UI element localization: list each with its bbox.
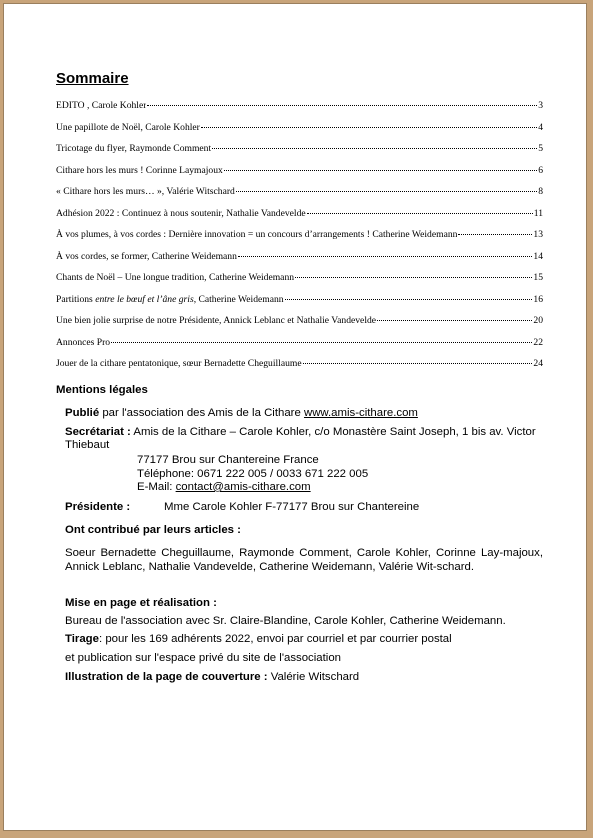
tirage-text: : pour les 169 adhérents 2022, envoi par courriel et par courrier postal: [98, 633, 452, 645]
table-of-contents: [56, 100, 543, 380]
toc-dot-leader: [285, 299, 533, 300]
toc-entry[interactable]: [56, 272, 543, 294]
toc-entry[interactable]: [56, 315, 543, 337]
presidente-label: Présidente :: [65, 501, 131, 513]
toc-dot-leader: [111, 342, 532, 343]
toc-entry-title: À vos plumes, à vos cordes : Dernière innovation = un concours d’arrangements ! Catherine Weidemann: [56, 229, 458, 240]
toc-page-number: 6: [538, 164, 543, 176]
toc-dot-leader: [224, 170, 537, 171]
secretariat-line: [65, 426, 541, 452]
toc-dot-leader: [147, 105, 537, 106]
toc-entry-title: Une bien jolie surprise de notre Présidente, Annick Leblanc et Nathalie Vandevelde: [56, 315, 377, 326]
email-line: [137, 481, 368, 495]
toc-entry-title: Une papillote de Noël, Carole Kohler: [56, 121, 200, 133]
mise-text: Bureau de l'association avec Sr. Claire-Blandine, Carole Kohler, Catherine Weidemann.: [65, 615, 506, 627]
toc-dot-leader: [295, 277, 532, 278]
mentions-heading: Mentions légales: [56, 384, 148, 396]
toc-entry-title: Annonces Pro: [56, 336, 111, 348]
toc-page-number: 22: [533, 336, 543, 348]
toc-entry-title: EDITO , Carole Kohler: [56, 100, 147, 111]
email-label: E-Mail:: [137, 481, 176, 493]
toc-entry-title: Adhésion 2022 : Continuez à nous soutenir, Nathalie Vandevelde: [56, 207, 306, 219]
toc-page-number: 13: [533, 229, 543, 240]
toc-dot-leader: [201, 127, 537, 128]
toc-entry[interactable]: [56, 337, 543, 359]
contrib-heading: Ont contribué par leurs articles :: [65, 524, 241, 536]
tirage-text-2: et publication sur l'espace privé du site de l'association: [65, 652, 341, 664]
page-title: Sommaire: [56, 70, 129, 87]
toc-entry-title: À vos cordes, se former, Catherine Weidemann: [56, 250, 237, 262]
mise-heading: Mise en page et réalisation :: [65, 597, 217, 609]
toc-dot-leader: [212, 148, 537, 149]
tirage-label: Tirage: [65, 633, 99, 645]
toc-entry-title-suffix: , Catherine Weidemann: [193, 293, 284, 305]
toc-page-number: 8: [538, 186, 543, 197]
illustration-line: [65, 671, 359, 683]
secretariat-label: Secrétariat :: [65, 426, 131, 438]
publie-text: par l'association des Amis de la Cithare: [99, 407, 304, 419]
toc-page-number: 3: [538, 100, 543, 111]
toc-entry-title: « Cithare hors les murs… », Valérie Witschard: [56, 186, 235, 197]
toc-page-number: 11: [533, 207, 543, 219]
toc-page-number: 14: [533, 250, 543, 262]
contrib-text: Soeur Bernadette Cheguillaume, Raymonde Comment, Carole Kohler, Corinne Lay-majoux, Annick Leblanc, Nathalie Vandevelde, Catherine Weidemann, Valérie Wit-schard.: [65, 547, 543, 573]
toc-page-number: 24: [533, 358, 543, 369]
toc-dot-leader: [377, 320, 532, 321]
toc-entry-title: Tricotage du flyer, Raymonde Comment: [56, 143, 212, 154]
toc-dot-leader: [238, 256, 533, 257]
toc-page-number: 20: [533, 315, 543, 326]
document-page: [3, 3, 587, 831]
toc-entry[interactable]: [56, 122, 543, 144]
toc-entry[interactable]: [56, 165, 543, 187]
toc-page-number: 16: [533, 293, 543, 305]
toc-entry[interactable]: [56, 208, 543, 230]
publie-line: [65, 407, 545, 419]
presidente-text: Mme Carole Kohler F-77177 Brou sur Chantereine: [164, 501, 420, 513]
toc-entry-title-italic: entre le bœuf et l’âne gris: [95, 293, 194, 305]
toc-entry-title-prefix: Partitions: [56, 293, 96, 305]
toc-entry[interactable]: [56, 186, 543, 208]
toc-entry-title: Cithare hors les murs ! Corinne Laymajoux: [56, 164, 223, 176]
illustration-label: Illustration de la page de couverture :: [65, 671, 268, 683]
secretariat-text: Amis de la Cithare – Carole Kohler, c/o Monastère Saint Joseph, 1 bis av. Victor Thiebaut: [65, 426, 536, 451]
toc-entry-title: Jouer de la cithare pentatonique, sœur Bernadette Cheguillaume: [56, 358, 302, 369]
toc-entry[interactable]: [56, 100, 543, 122]
toc-dot-leader: [236, 191, 537, 192]
publie-label: Publié: [65, 407, 100, 419]
toc-dot-leader: [307, 213, 533, 214]
toc-entry[interactable]: [56, 229, 543, 251]
email-link[interactable]: contact@amis-cithare.com: [175, 481, 311, 493]
toc-dot-leader: [303, 363, 533, 364]
website-link[interactable]: www.amis-cithare.com: [303, 407, 418, 419]
toc-page-number: 15: [533, 272, 543, 283]
toc-page-number: 5: [538, 143, 543, 154]
illustration-text: Valérie Witschard: [267, 671, 360, 683]
toc-page-number: 4: [538, 121, 543, 133]
telephone: Téléphone: 0671 222 005 / 0033 671 222 005: [137, 467, 369, 480]
toc-entry[interactable]: [56, 294, 543, 316]
toc-entry[interactable]: [56, 143, 543, 165]
address-city: 77177 Brou sur Chantereine France: [137, 454, 319, 466]
toc-entry[interactable]: [56, 358, 543, 380]
tirage-line: [65, 633, 452, 645]
toc-entry-title: Chants de Noël – Une longue tradition, Catherine Weidemann: [56, 272, 295, 283]
toc-dot-leader: [458, 234, 532, 235]
toc-entry[interactable]: [56, 251, 543, 273]
address-block: [137, 454, 368, 495]
toc-entry-title: [56, 294, 284, 305]
